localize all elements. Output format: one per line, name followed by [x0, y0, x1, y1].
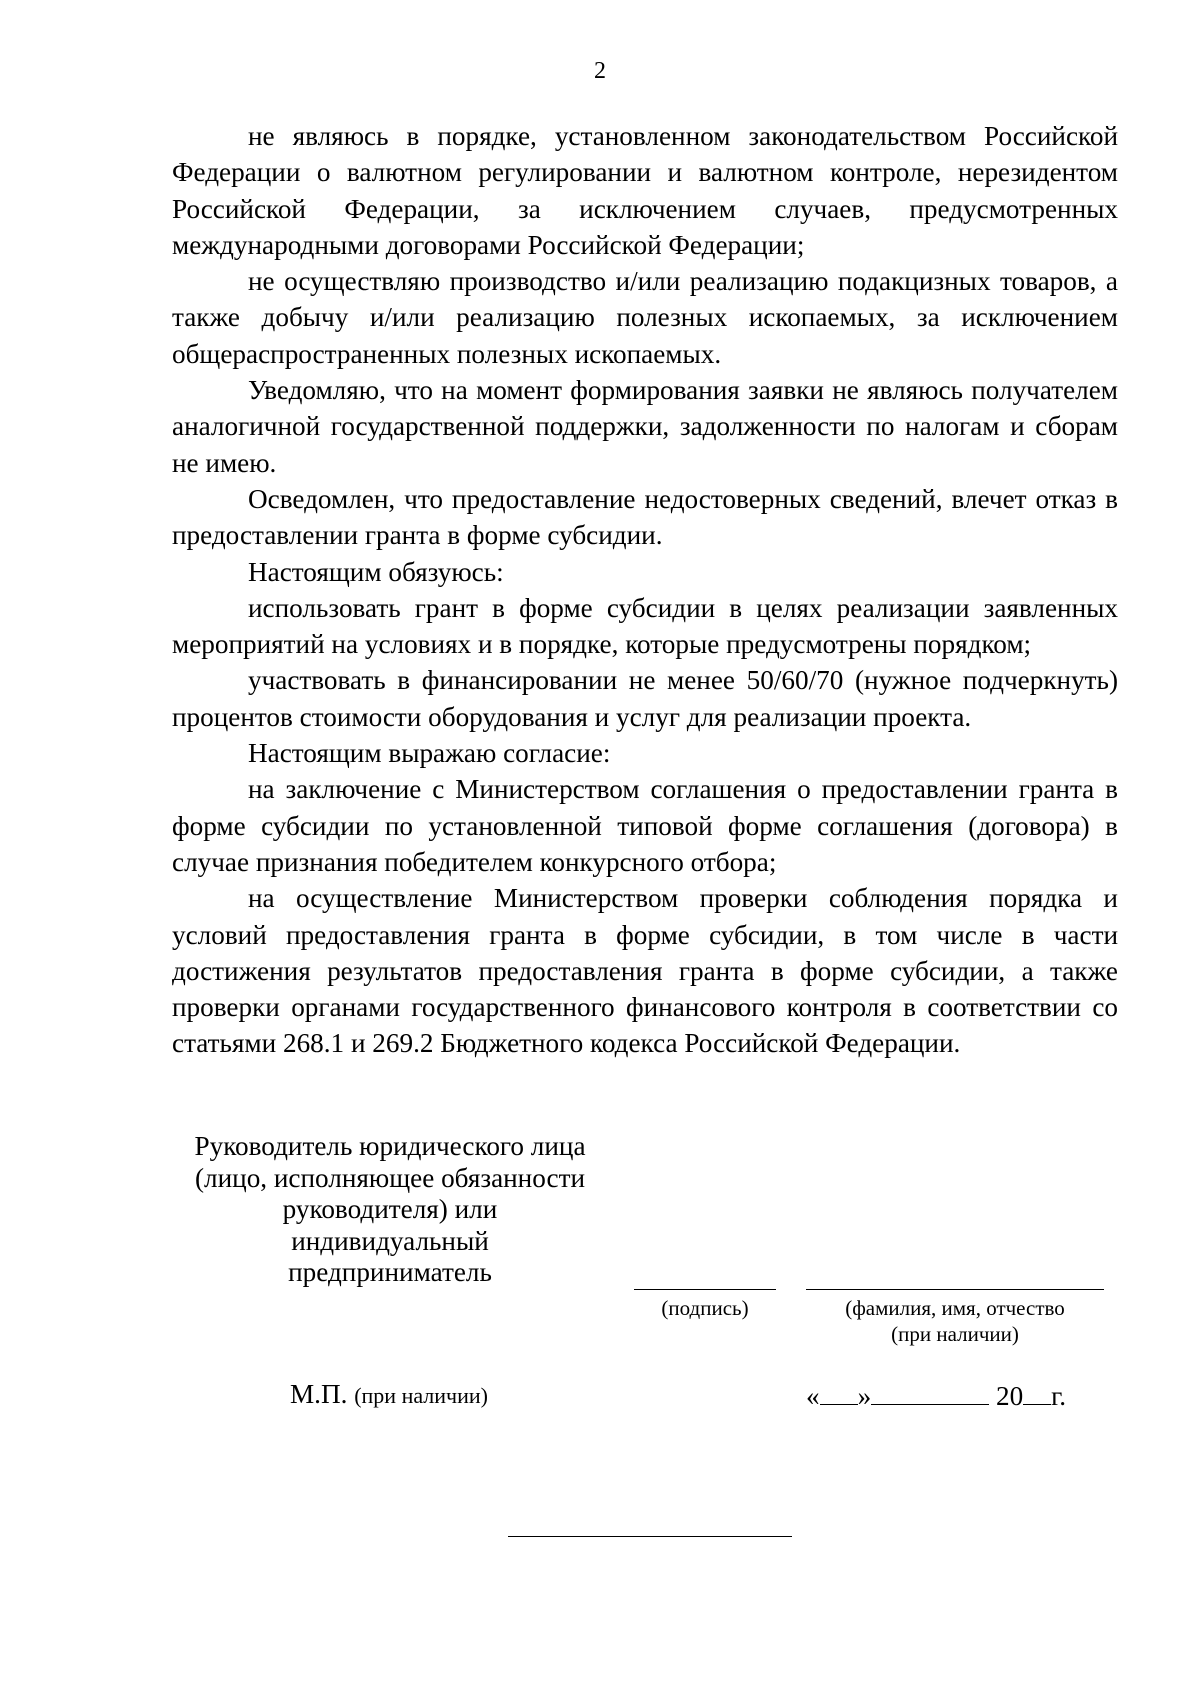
- stamp-label: М.П.: [290, 1379, 348, 1409]
- signatory-role-line: (лицо, исполняющее обязанности: [194, 1162, 586, 1193]
- signatory-role-line: индивидуальный: [291, 1225, 489, 1256]
- date-field: [806, 1378, 1118, 1412]
- signature-line[interactable]: [634, 1289, 776, 1290]
- paragraph-false-info-warning: Осведомлен, что предоставление недостоверных сведений, влечет отказ в предоставлении гранта в форме субсидии.: [172, 483, 1118, 551]
- page-number: 2: [594, 58, 606, 84]
- year-suffix: г.: [1051, 1381, 1067, 1411]
- paragraph-non-resident: не являюсь в порядке, установленном законодательством Российской Федерации о валютном регулировании и валютном контроле, нерезидентом Российской Федерации, за исключением случаев, предусмотренных международными договорами Российской Федерации;: [172, 121, 1118, 260]
- paragraph-agreement-consent: на заключение с Министерством соглашения о предоставлении гранта в форме субсидии по установленной типовой форме соглашения (договора) в случае признания победителем конкурсного отбора;: [172, 774, 1118, 877]
- signature-caption: (подпись): [661, 1296, 749, 1320]
- signatory-role-line: Руководитель юридического лица: [194, 1131, 586, 1161]
- full-name-caption: [806, 1295, 1104, 1347]
- full-name-caption-line: (при наличии): [891, 1322, 1019, 1346]
- year-blank[interactable]: [1023, 1378, 1051, 1405]
- signatory-role-line: предприниматель: [288, 1257, 492, 1287]
- day-blank[interactable]: [820, 1378, 858, 1405]
- full-name-caption-line: (фамилия, имя, отчество: [845, 1296, 1065, 1320]
- year-prefix: 20: [995, 1381, 1024, 1411]
- signatory-role: [165, 1131, 615, 1289]
- paragraph-consent-heading: Настоящим выражаю согласие:: [248, 738, 611, 769]
- paragraph-obligations-heading: Настоящим обязуюсь:: [248, 556, 504, 587]
- paragraph-use-grant: использовать грант в форме субсидии в целях реализации заявленных мероприятий на условиях и в порядке, которые предусмотрены порядком;: [172, 592, 1118, 660]
- full-name-line[interactable]: [806, 1289, 1104, 1290]
- paragraph-notification: Уведомляю, что на момент формирования заявки не являюсь получателем аналогичной государственной поддержки, задолженности по налогам и сборам не имею.: [172, 375, 1118, 478]
- month-blank[interactable]: [871, 1378, 989, 1405]
- signatory-role-line: руководителя) или: [282, 1194, 498, 1224]
- paragraph-excise-goods: не осуществляю производство и/или реализацию подакцизных товаров, а также добычу и/или реализацию полезных ископаемых, за исключением общераспространенных полезных ископаемых.: [172, 266, 1118, 369]
- stamp-place: [290, 1378, 488, 1412]
- paragraph-inspection-consent: на осуществление Министерством проверки соблюдения порядка и условий предоставления гранта в форме субсидии, в том числе в части достижения результатов предоставления гранта в форме субсидии, а также проверки органами государственного финансового контроля в соответствии со статьями 268.1 и 269.2 Бюджетного кодекса Российской Федерации.: [172, 883, 1118, 1059]
- document-body: [172, 118, 1118, 1062]
- date-close-quote: »: [857, 1381, 872, 1411]
- end-of-document-rule: [508, 1536, 792, 1537]
- date-open-quote: «: [806, 1381, 820, 1411]
- paragraph-cofinancing: участвовать в финансировании не менее 50/60/70 (нужное подчеркнуть) процентов стоимости оборудования и услуг для реализации проекта.: [172, 665, 1118, 732]
- stamp-note: (при наличии): [354, 1383, 488, 1408]
